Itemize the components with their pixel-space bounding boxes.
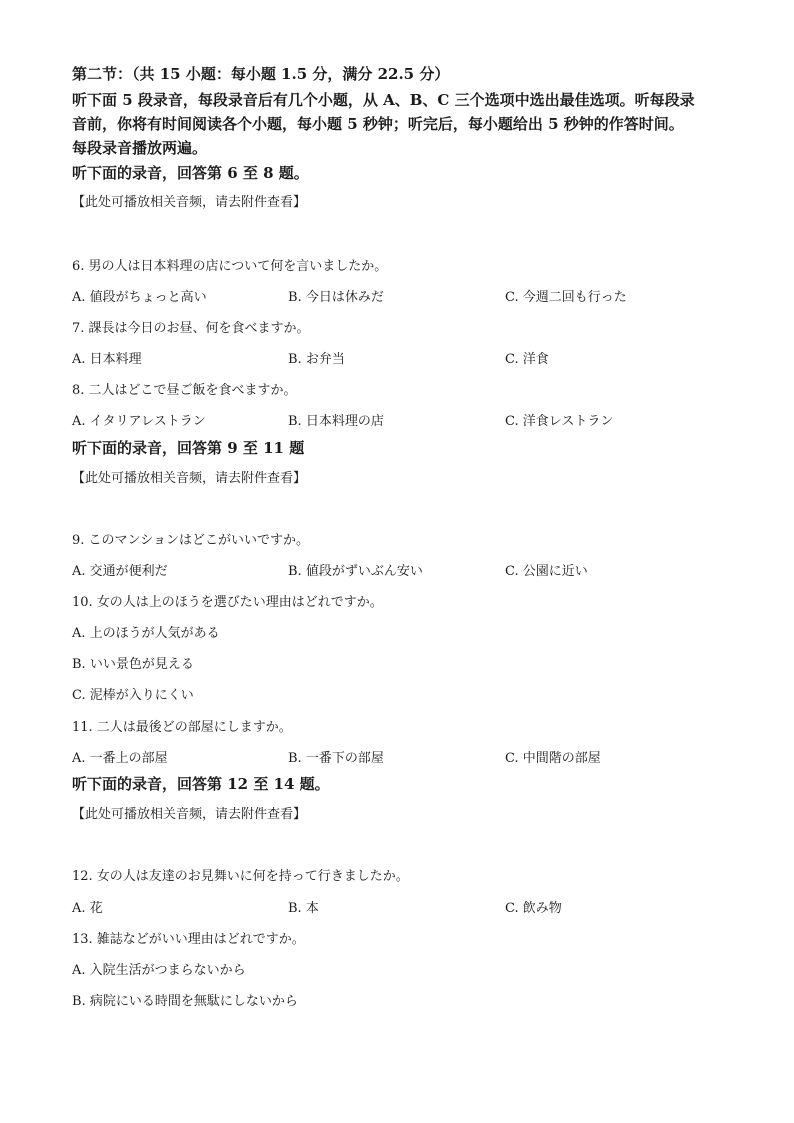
- question-10: 10. 女の人は上のほうを選びたい理由はどれですか。: [72, 595, 383, 610]
- option-b: B. いい景色が見える: [72, 657, 194, 672]
- question-12: 12. 女の人は友達のお見舞いに何を持って行きましたか。: [72, 869, 409, 884]
- option-a: A. 一番上の部屋: [72, 751, 168, 766]
- option-b: B. 一番下の部屋: [288, 751, 384, 766]
- option-b: B. 日本料理の店: [288, 414, 384, 429]
- question-13: 13. 雑誌などがいい理由はどれですか。: [72, 932, 305, 947]
- audio-note: 【此处可播放相关音频，请去附件查看】: [72, 807, 307, 822]
- option-a: A. イタリアレストラン: [72, 414, 206, 429]
- question-9: 9. このマンションはどこがいいですか。: [72, 533, 309, 548]
- option-c: C. 洋食レストラン: [505, 414, 614, 429]
- group-title: 听下面的录音，回答第 12 至 14 题。: [72, 775, 330, 793]
- option-b: B. 値段がずいぶん安い: [288, 564, 423, 579]
- option-b: B. 本: [288, 901, 319, 916]
- audio-note: 【此处可播放相关音频，请去附件查看】: [72, 471, 307, 486]
- option-b: B. お弁当: [288, 352, 345, 367]
- question-11: 11. 二人は最後どの部屋にしますか。: [72, 720, 292, 735]
- instruction-line-1: 听下面 5 段录音，每段录音后有几个小题，从 A、B、C 三个选项中选出最佳选项。听每段录: [72, 91, 695, 109]
- question-8: 8. 二人はどこで昼ご飯を食べますか。: [72, 383, 297, 398]
- option-b: B. 今日は休みだ: [288, 290, 384, 305]
- option-c: C. 洋食: [505, 352, 549, 367]
- option-c: C. 泥棒が入りにくい: [72, 688, 194, 703]
- option-a: A. 値段がちょっと高い: [72, 290, 207, 305]
- section-heading: 第二节：（共 15 小题：每小题 1.5 分，满分 22.5 分）: [72, 65, 450, 83]
- option-a: A. 上のほうが人気がある: [72, 626, 220, 641]
- instruction-line-3: 每段录音播放两遍。: [72, 139, 208, 157]
- option-a: A. 交通が便利だ: [72, 564, 168, 579]
- question-6: 6. 男の人は日本料理の店について何を言いましたか。: [72, 259, 388, 274]
- option-c: C. 中間階の部屋: [505, 751, 601, 766]
- group-title: 听下面的录音，回答第 9 至 11 题: [72, 439, 305, 457]
- question-7: 7. 課長は今日のお昼、何を食べますか。: [72, 321, 310, 336]
- option-c: C. 飲み物: [505, 901, 562, 916]
- option-b: B. 病院にいる時間を無駄にしないから: [72, 994, 298, 1009]
- option-a: A. 花: [72, 901, 103, 916]
- option-c: C. 公園に近い: [505, 564, 588, 579]
- option-c: C. 今週二回も行った: [505, 290, 627, 305]
- group-title: 听下面的录音，回答第 6 至 8 题。: [72, 164, 309, 182]
- option-a: A. 入院生活がつまらないから: [72, 963, 246, 978]
- option-a: A. 日本料理: [72, 352, 142, 367]
- instruction-line-2: 音前，你将有时间阅读各个小题，每小题 5 秒钟；听完后，每小题给出 5 秒钟的作答时间。: [72, 115, 684, 133]
- audio-note: 【此处可播放相关音频，请去附件查看】: [72, 195, 307, 210]
